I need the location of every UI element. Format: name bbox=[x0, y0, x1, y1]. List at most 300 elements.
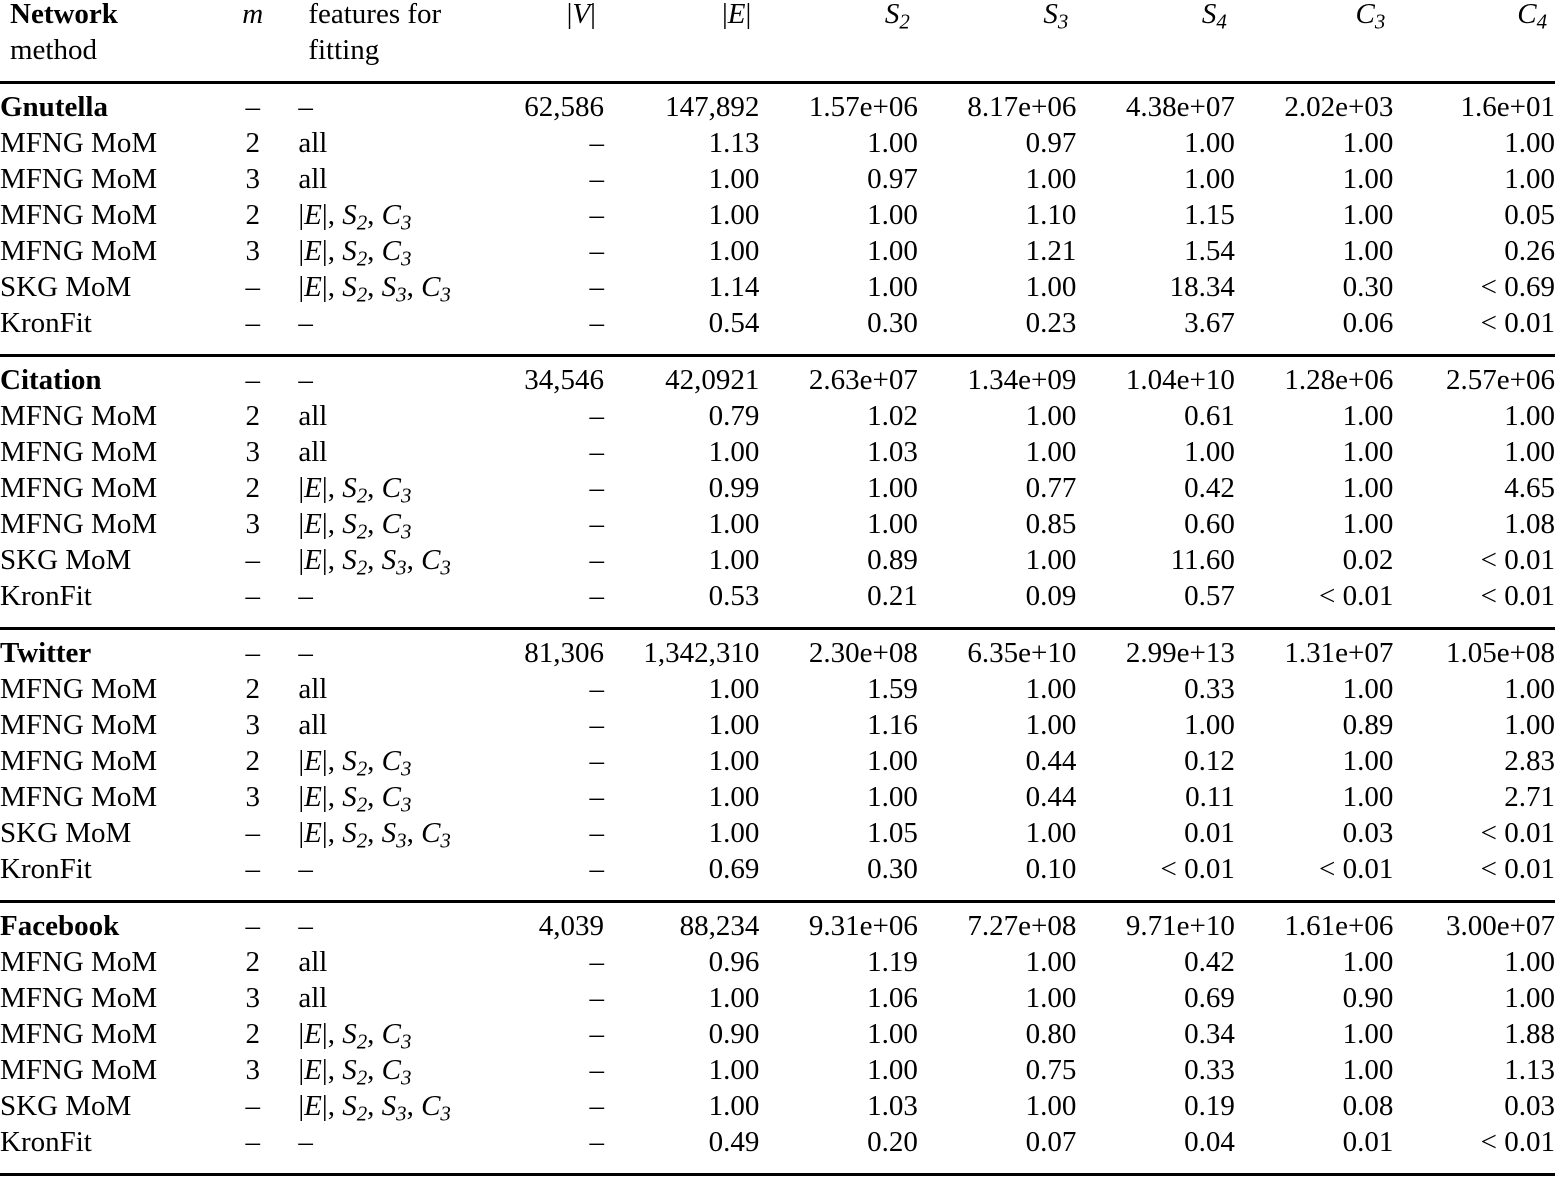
cell-method: Citation bbox=[0, 364, 102, 396]
cell-C3: 0.30 bbox=[1342, 271, 1394, 303]
cell-C4: 2.71 bbox=[1504, 781, 1555, 813]
cell-V: – bbox=[589, 436, 604, 468]
cell-m: – bbox=[245, 544, 261, 576]
cell-C4: 4.65 bbox=[1504, 472, 1555, 504]
cell-features: |E|, $S_2$, $S_3$, $C_3$ bbox=[298, 817, 451, 853]
cell-features: |E|, $S_2$, $C_3$ bbox=[298, 781, 412, 817]
cell-C4: < 0.01 bbox=[1480, 307, 1555, 339]
table-row bbox=[0, 819, 1555, 855]
table-row bbox=[0, 129, 1555, 165]
cell-S3: 1.21 bbox=[1025, 235, 1077, 267]
cell-S2: 0.97 bbox=[867, 163, 918, 195]
cell-features: |E|, $S_2$, $C_3$ bbox=[298, 1018, 412, 1054]
cell-method: MFNG MoM bbox=[0, 436, 158, 468]
cell-method: MFNG MoM bbox=[0, 673, 158, 705]
cell-m: 3 bbox=[245, 235, 261, 267]
table-row bbox=[0, 1056, 1555, 1092]
cell-S2: 1.00 bbox=[867, 472, 918, 504]
cell-C3: 1.00 bbox=[1342, 1054, 1394, 1086]
cell-features: |E|, $S_2$, $C_3$ bbox=[298, 1054, 412, 1090]
cell-method: MFNG MoM bbox=[0, 745, 158, 777]
cell-S4: 0.60 bbox=[1184, 508, 1235, 540]
cell-C3: 0.90 bbox=[1342, 982, 1394, 1014]
cell-S4: 0.12 bbox=[1184, 745, 1235, 777]
cell-S2: 1.00 bbox=[867, 127, 918, 159]
cell-m: – bbox=[245, 1090, 261, 1122]
cell-E: 0.69 bbox=[708, 853, 760, 885]
cell-S2: 1.59 bbox=[867, 673, 918, 705]
cell-C4: 1.00 bbox=[1504, 982, 1555, 1014]
cell-S2: 1.05 bbox=[867, 817, 918, 849]
cell-V: – bbox=[589, 781, 604, 813]
cell-C4: < 0.69 bbox=[1480, 271, 1555, 303]
cell-V: – bbox=[589, 982, 604, 1014]
table-row bbox=[0, 402, 1555, 438]
cell-S3: 1.00 bbox=[1025, 946, 1077, 978]
table-rule bbox=[0, 72, 1555, 93]
cell-E: 1.00 bbox=[708, 1090, 760, 1122]
cell-S3: 0.10 bbox=[1025, 853, 1077, 885]
cell-S4: 0.61 bbox=[1184, 400, 1235, 432]
cell-method: SKG MoM bbox=[0, 1090, 132, 1122]
cell-method: KronFit bbox=[0, 1126, 92, 1158]
cell-E: 0.54 bbox=[708, 307, 760, 339]
cell-C3: 2.02e+03 bbox=[1284, 91, 1394, 123]
cell-C3: 0.03 bbox=[1342, 817, 1394, 849]
cell-C4: < 0.01 bbox=[1480, 1126, 1555, 1158]
column-header-E-line1: |E| bbox=[721, 0, 752, 30]
column-header-features-line2: fitting bbox=[308, 34, 380, 66]
cell-C3: 1.00 bbox=[1342, 781, 1394, 813]
cell-S2: 2.30e+08 bbox=[808, 637, 918, 669]
cell-C3: 1.00 bbox=[1342, 745, 1394, 777]
cell-features: |E|, $S_2$, $C_3$ bbox=[298, 745, 412, 781]
cell-m: – bbox=[245, 307, 261, 339]
cell-S4: 4.38e+07 bbox=[1125, 91, 1235, 123]
cell-S3: 8.17e+06 bbox=[967, 91, 1077, 123]
cell-S3: 1.00 bbox=[1025, 1090, 1077, 1122]
table-row bbox=[0, 1020, 1555, 1056]
cell-C4: 1.00 bbox=[1504, 946, 1555, 978]
cell-S4: 0.33 bbox=[1184, 673, 1235, 705]
cell-features: all bbox=[298, 127, 328, 159]
cell-S3: 0.07 bbox=[1025, 1126, 1077, 1158]
cell-features: – bbox=[298, 910, 313, 942]
cell-C4: 1.00 bbox=[1504, 400, 1555, 432]
cell-C4: 3.00e+07 bbox=[1446, 910, 1555, 942]
cell-S2: 0.89 bbox=[867, 544, 918, 576]
cell-E: 1.00 bbox=[708, 544, 760, 576]
cell-method: MFNG MoM bbox=[0, 127, 158, 159]
cell-C4: < 0.01 bbox=[1480, 817, 1555, 849]
cell-features: all bbox=[298, 709, 328, 741]
cell-S4: 2.99e+13 bbox=[1125, 637, 1235, 669]
cell-method: Twitter bbox=[0, 637, 92, 669]
cell-features: – bbox=[298, 1126, 313, 1158]
cell-S3: 0.44 bbox=[1025, 781, 1077, 813]
cell-V: – bbox=[589, 544, 604, 576]
cell-S3: 0.23 bbox=[1025, 307, 1077, 339]
cell-E: 1.00 bbox=[708, 982, 760, 1014]
cell-features: all bbox=[298, 982, 328, 1014]
cell-V: – bbox=[589, 235, 604, 267]
column-header-features-line1: features for bbox=[308, 0, 442, 30]
cell-C3: 1.00 bbox=[1342, 673, 1394, 705]
cell-C3: 1.00 bbox=[1342, 436, 1394, 468]
cell-S4: 1.15 bbox=[1184, 199, 1235, 231]
cell-S2: 1.00 bbox=[867, 199, 918, 231]
cell-m: 3 bbox=[245, 508, 261, 540]
cell-S4: 0.69 bbox=[1184, 982, 1235, 1014]
cell-m: 2 bbox=[245, 127, 261, 159]
cell-V: – bbox=[589, 1018, 604, 1050]
cell-C4: < 0.01 bbox=[1480, 544, 1555, 576]
cell-C3: 1.00 bbox=[1342, 508, 1394, 540]
column-header-C4-line2 bbox=[1393, 36, 1555, 72]
cell-method: MFNG MoM bbox=[0, 982, 158, 1014]
cell-m: – bbox=[245, 817, 261, 849]
cell-V: – bbox=[589, 817, 604, 849]
cell-C3: < 0.01 bbox=[1318, 580, 1394, 612]
cell-V: – bbox=[589, 472, 604, 504]
cell-S3: 0.80 bbox=[1025, 1018, 1077, 1050]
table-row-network-facebook bbox=[0, 912, 1555, 948]
cell-V: – bbox=[589, 709, 604, 741]
column-header-S2-line2 bbox=[759, 36, 918, 72]
cell-S3: 1.00 bbox=[1025, 817, 1077, 849]
cell-C4: 0.26 bbox=[1504, 235, 1555, 267]
cell-C4: 1.05e+08 bbox=[1446, 637, 1555, 669]
cell-method: MFNG MoM bbox=[0, 472, 158, 504]
cell-method: SKG MoM bbox=[0, 817, 132, 849]
cell-S3: 1.00 bbox=[1025, 400, 1077, 432]
column-header-method-line2: method bbox=[10, 34, 97, 66]
cell-C3: 1.00 bbox=[1342, 946, 1394, 978]
column-header-S4-line2 bbox=[1076, 36, 1235, 72]
column-header-S3-line1: $S_3$ bbox=[1043, 0, 1069, 34]
table-header-row-2 bbox=[0, 36, 1555, 72]
cell-C4: 2.57e+06 bbox=[1446, 364, 1555, 396]
cell-V: – bbox=[589, 127, 604, 159]
cell-S2: 2.63e+07 bbox=[808, 364, 918, 396]
cell-S2: 0.30 bbox=[867, 853, 918, 885]
cell-E: 42,0921 bbox=[665, 364, 760, 396]
cell-C3: 0.08 bbox=[1342, 1090, 1394, 1122]
table-row bbox=[0, 855, 1555, 891]
cell-E: 1.00 bbox=[708, 508, 760, 540]
table-row bbox=[0, 201, 1555, 237]
cell-method: KronFit bbox=[0, 580, 92, 612]
cell-S3: 1.00 bbox=[1025, 982, 1077, 1014]
cell-S4: 0.42 bbox=[1184, 472, 1235, 504]
cell-S4: 0.33 bbox=[1184, 1054, 1235, 1086]
cell-E: 1.13 bbox=[708, 127, 760, 159]
cell-method: MFNG MoM bbox=[0, 1018, 158, 1050]
cell-C4: < 0.01 bbox=[1480, 853, 1555, 885]
cell-S3: 1.10 bbox=[1025, 199, 1077, 231]
cell-m: 3 bbox=[245, 709, 261, 741]
cell-C3: 1.00 bbox=[1342, 400, 1394, 432]
table-row bbox=[0, 309, 1555, 345]
cell-S2: 1.00 bbox=[867, 271, 918, 303]
cell-S2: 1.00 bbox=[867, 235, 918, 267]
cell-S4: 0.42 bbox=[1184, 946, 1235, 978]
cell-m: 2 bbox=[245, 199, 261, 231]
cell-V: – bbox=[589, 271, 604, 303]
column-header-S3-line2 bbox=[918, 36, 1077, 72]
cell-S2: 0.21 bbox=[867, 580, 918, 612]
cell-S4: 0.11 bbox=[1185, 781, 1235, 813]
column-header-V-line2 bbox=[464, 36, 604, 72]
table-header-row-1 bbox=[0, 0, 1555, 36]
cell-method: SKG MoM bbox=[0, 271, 132, 303]
cell-C4: 1.88 bbox=[1504, 1018, 1555, 1050]
cell-V: – bbox=[589, 1126, 604, 1158]
table-row bbox=[0, 273, 1555, 309]
cell-S3: 1.00 bbox=[1025, 709, 1077, 741]
table-row bbox=[0, 783, 1555, 819]
cell-method: MFNG MoM bbox=[0, 946, 158, 978]
cell-features: – bbox=[298, 853, 313, 885]
cell-S3: 0.85 bbox=[1025, 508, 1077, 540]
cell-m: – bbox=[245, 910, 261, 942]
cell-C4: 2.83 bbox=[1504, 745, 1555, 777]
cell-features: |E|, $S_2$, $C_3$ bbox=[298, 508, 412, 544]
column-header-E-line2 bbox=[604, 36, 759, 72]
cell-C3: 1.28e+06 bbox=[1284, 364, 1394, 396]
cell-m: – bbox=[245, 91, 261, 123]
cell-S4: 1.00 bbox=[1184, 163, 1235, 195]
cell-V: – bbox=[589, 199, 604, 231]
cell-V: – bbox=[589, 853, 604, 885]
table-row-network-twitter bbox=[0, 639, 1555, 675]
cell-E: 1.00 bbox=[708, 817, 760, 849]
column-header-m-line1: m bbox=[242, 0, 264, 30]
table-row bbox=[0, 510, 1555, 546]
cell-m: – bbox=[245, 271, 261, 303]
cell-S2: 1.06 bbox=[867, 982, 918, 1014]
table-row bbox=[0, 747, 1555, 783]
cell-S4: 1.00 bbox=[1184, 436, 1235, 468]
cell-E: 1.00 bbox=[708, 673, 760, 705]
cell-method: MFNG MoM bbox=[0, 709, 158, 741]
cell-m: 2 bbox=[245, 946, 261, 978]
cell-method: MFNG MoM bbox=[0, 508, 158, 540]
cell-E: 1.00 bbox=[708, 1054, 760, 1086]
column-header-C4-line1: $C_4$ bbox=[1517, 0, 1547, 34]
cell-E: 1.00 bbox=[708, 709, 760, 741]
cell-m: 2 bbox=[245, 472, 261, 504]
cell-E: 1.00 bbox=[708, 745, 760, 777]
cell-C4: 1.00 bbox=[1504, 436, 1555, 468]
cell-S3: 1.00 bbox=[1025, 673, 1077, 705]
cell-features: – bbox=[298, 307, 313, 339]
cell-C3: 0.02 bbox=[1342, 544, 1394, 576]
table-rule bbox=[0, 1164, 1555, 1185]
cell-C4: 1.13 bbox=[1504, 1054, 1555, 1086]
cell-method: MFNG MoM bbox=[0, 400, 158, 432]
cell-S2: 1.03 bbox=[867, 1090, 918, 1122]
column-header-method-line1: Network bbox=[10, 0, 118, 30]
cell-V: 34,546 bbox=[524, 364, 604, 396]
cell-E: 1.00 bbox=[708, 199, 760, 231]
cell-V: – bbox=[589, 508, 604, 540]
cell-C3: 0.89 bbox=[1342, 709, 1394, 741]
cell-method: KronFit bbox=[0, 307, 92, 339]
table-row bbox=[0, 582, 1555, 618]
table-rule bbox=[0, 345, 1555, 366]
cell-features: – bbox=[298, 364, 313, 396]
cell-V: – bbox=[589, 946, 604, 978]
table-row bbox=[0, 546, 1555, 582]
column-header-S2-line1: $S_2$ bbox=[884, 0, 910, 34]
cell-m: – bbox=[245, 364, 261, 396]
cell-E: 147,892 bbox=[665, 91, 760, 123]
table-row bbox=[0, 948, 1555, 984]
cell-m: 2 bbox=[245, 745, 261, 777]
cell-features: |E|, $S_2$, $S_3$, $C_3$ bbox=[298, 271, 451, 307]
cell-E: 0.53 bbox=[708, 580, 760, 612]
cell-E: 0.96 bbox=[708, 946, 760, 978]
cell-V: – bbox=[589, 745, 604, 777]
cell-S2: 1.02 bbox=[867, 400, 918, 432]
cell-S3: 1.34e+09 bbox=[967, 364, 1077, 396]
cell-S3: 7.27e+08 bbox=[967, 910, 1077, 942]
cell-method: MFNG MoM bbox=[0, 781, 158, 813]
cell-S4: 0.01 bbox=[1184, 817, 1235, 849]
cell-S2: 1.00 bbox=[867, 1054, 918, 1086]
cell-C4: 1.08 bbox=[1504, 508, 1555, 540]
cell-E: 1.00 bbox=[708, 781, 760, 813]
cell-E: 0.99 bbox=[708, 472, 760, 504]
cell-S3: 1.00 bbox=[1025, 163, 1077, 195]
cell-V: – bbox=[589, 1054, 604, 1086]
cell-S2: 1.00 bbox=[867, 508, 918, 540]
cell-method: Gnutella bbox=[0, 91, 108, 123]
table-rule bbox=[0, 891, 1555, 912]
cell-S3: 1.00 bbox=[1025, 544, 1077, 576]
cell-S2: 0.20 bbox=[867, 1126, 918, 1158]
cell-method: SKG MoM bbox=[0, 544, 132, 576]
column-header-C3-line2 bbox=[1235, 36, 1394, 72]
cell-E: 1.00 bbox=[708, 235, 760, 267]
cell-S3: 1.00 bbox=[1025, 436, 1077, 468]
cell-C3: 1.00 bbox=[1342, 163, 1394, 195]
cell-S3: 0.97 bbox=[1025, 127, 1077, 159]
cell-C3: 0.06 bbox=[1342, 307, 1394, 339]
cell-features: all bbox=[298, 400, 328, 432]
cell-S4: 11.60 bbox=[1170, 544, 1235, 576]
cell-V: 62,586 bbox=[524, 91, 604, 123]
cell-features: – bbox=[298, 580, 313, 612]
cell-features: |E|, $S_2$, $C_3$ bbox=[298, 235, 412, 271]
cell-V: 81,306 bbox=[524, 637, 604, 669]
cell-V: – bbox=[589, 307, 604, 339]
cell-method: MFNG MoM bbox=[0, 1054, 158, 1086]
cell-S3: 0.44 bbox=[1025, 745, 1077, 777]
cell-S3: 1.00 bbox=[1025, 271, 1077, 303]
cell-C4: 1.00 bbox=[1504, 673, 1555, 705]
cell-C3: 1.00 bbox=[1342, 235, 1394, 267]
cell-V: – bbox=[589, 400, 604, 432]
cell-features: |E|, $S_2$, $C_3$ bbox=[298, 472, 412, 508]
table-row bbox=[0, 1092, 1555, 1128]
cell-method: MFNG MoM bbox=[0, 163, 158, 195]
cell-E: 1.14 bbox=[708, 271, 760, 303]
cell-E: 0.49 bbox=[708, 1126, 760, 1158]
cell-S2: 1.00 bbox=[867, 1018, 918, 1050]
cell-V: – bbox=[589, 580, 604, 612]
cell-features: all bbox=[298, 946, 328, 978]
cell-method: MFNG MoM bbox=[0, 199, 158, 231]
cell-features: – bbox=[298, 637, 313, 669]
cell-C4: 1.00 bbox=[1504, 127, 1555, 159]
cell-method: KronFit bbox=[0, 853, 92, 885]
cell-S2: 1.03 bbox=[867, 436, 918, 468]
cell-C4: 1.00 bbox=[1504, 709, 1555, 741]
cell-C3: 1.31e+07 bbox=[1284, 637, 1394, 669]
cell-S2: 9.31e+06 bbox=[808, 910, 918, 942]
cell-m: 3 bbox=[245, 982, 261, 1014]
cell-S4: 1.00 bbox=[1184, 127, 1235, 159]
cell-S3: 6.35e+10 bbox=[967, 637, 1077, 669]
cell-m: – bbox=[245, 637, 261, 669]
cell-features: all bbox=[298, 673, 328, 705]
cell-m: 3 bbox=[245, 1054, 261, 1086]
cell-C3: < 0.01 bbox=[1318, 853, 1394, 885]
cell-V: – bbox=[589, 673, 604, 705]
cell-S3: 0.09 bbox=[1025, 580, 1077, 612]
cell-features: all bbox=[298, 436, 328, 468]
cell-features: all bbox=[298, 163, 328, 195]
cell-S2: 1.19 bbox=[867, 946, 918, 978]
cell-E: 0.79 bbox=[708, 400, 760, 432]
cell-S4: 0.04 bbox=[1184, 1126, 1235, 1158]
cell-E: 0.90 bbox=[708, 1018, 760, 1050]
cell-S4: 1.04e+10 bbox=[1125, 364, 1235, 396]
cell-S2: 1.16 bbox=[867, 709, 918, 741]
cell-m: – bbox=[245, 580, 261, 612]
cell-features: |E|, $S_2$, $C_3$ bbox=[298, 199, 412, 235]
table-row bbox=[0, 474, 1555, 510]
cell-m: 3 bbox=[245, 436, 261, 468]
cell-S3: 0.77 bbox=[1025, 472, 1077, 504]
cell-C4: 1.00 bbox=[1504, 163, 1555, 195]
cell-S4: 9.71e+10 bbox=[1125, 910, 1235, 942]
cell-S2: 1.00 bbox=[867, 745, 918, 777]
cell-E: 1.00 bbox=[708, 436, 760, 468]
cell-S4: < 0.01 bbox=[1160, 853, 1235, 885]
cell-C3: 1.61e+06 bbox=[1284, 910, 1394, 942]
cell-S2: 1.00 bbox=[867, 781, 918, 813]
cell-m: 2 bbox=[245, 400, 261, 432]
cell-V: – bbox=[589, 163, 604, 195]
cell-S4: 0.34 bbox=[1184, 1018, 1235, 1050]
cell-S4: 3.67 bbox=[1184, 307, 1235, 339]
cell-C3: 0.01 bbox=[1342, 1126, 1394, 1158]
cell-S4: 18.34 bbox=[1169, 271, 1235, 303]
column-header-V-line1: |V| bbox=[566, 0, 596, 30]
cell-S4: 1.00 bbox=[1184, 709, 1235, 741]
cell-E: 1.00 bbox=[708, 163, 760, 195]
cell-C3: 1.00 bbox=[1342, 127, 1394, 159]
cell-V: 4,039 bbox=[538, 910, 604, 942]
cell-C4: 0.05 bbox=[1504, 199, 1555, 231]
cell-m: 3 bbox=[245, 163, 261, 195]
cell-C3: 1.00 bbox=[1342, 472, 1394, 504]
table-row bbox=[0, 438, 1555, 474]
cell-m: 2 bbox=[245, 673, 261, 705]
